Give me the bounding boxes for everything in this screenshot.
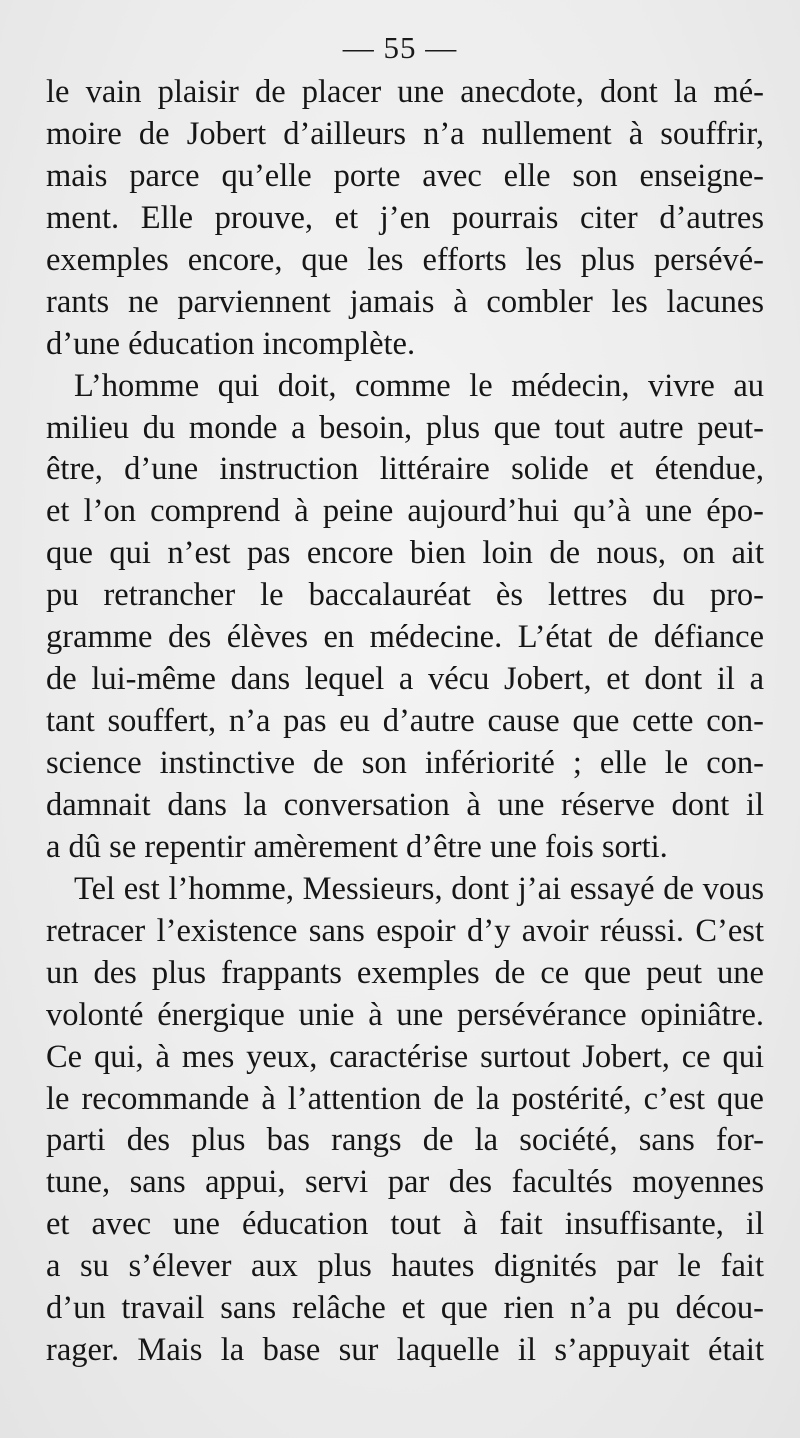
text-line: gramme des élèves en médecine. L’état de défiance	[46, 619, 764, 656]
text-line: d’un travail sans relâche et que rien n’a pu décou-	[46, 1290, 764, 1327]
text-line: exemples encore, que les efforts les plus persévé-	[46, 241, 764, 278]
paragraph-2	[46, 366, 764, 869]
page-number: — 55 —	[342, 30, 458, 65]
text-line: rager. Mais la base sur laquelle il s’appuyait était	[46, 1332, 764, 1369]
text-line: moire de Jobert d’ailleurs n’a nullement à souffrir,	[46, 115, 764, 152]
text-line: que qui n’est pas encore bien loin de nous, on ait	[46, 535, 764, 572]
text-line: damnait dans la conversation à une réserve dont il	[46, 786, 764, 823]
text-line: mais parce qu’elle porte avec elle son enseigne-	[46, 157, 764, 194]
text-line: le recommande à l’attention de la postérité, c’est que	[46, 1080, 764, 1117]
text-line: d’une éducation incomplète.	[46, 325, 416, 362]
paragraph-1	[46, 72, 764, 366]
body-text	[46, 72, 764, 1372]
text-line: retracer l’existence sans espoir d’y avoir réussi. C’est	[46, 912, 764, 949]
paragraph-3	[46, 869, 764, 1372]
text-line: ment. Elle prouve, et j’en pourrais citer d’autres	[46, 199, 764, 236]
text-line: et l’on comprend à peine aujourd’hui qu’à une épo-	[46, 493, 764, 530]
text-line: Ce qui, à mes yeux, caractérise surtout Jobert, ce qui	[46, 1038, 764, 1075]
text-line: tune, sans appui, servi par des facultés moyennes	[46, 1164, 764, 1201]
text-line: L’homme qui doit, comme le médecin, vivre au	[74, 367, 764, 404]
text-line: a dû se repentir amèrement d’être une fois sorti.	[46, 828, 668, 865]
text-line: être, d’une instruction littéraire solide et étendue,	[46, 451, 764, 488]
text-line: le vain plaisir de placer une anecdote, dont la mé-	[46, 74, 764, 110]
text-line: parti des plus bas rangs de la société, sans for-	[46, 1122, 764, 1159]
text-line: tant souffert, n’a pas eu d’autre cause que cette con-	[46, 703, 764, 740]
text-line: de lui-même dans lequel a vécu Jobert, et dont il a	[46, 661, 764, 698]
text-line: rants ne parviennent jamais à combler les lacunes	[46, 283, 764, 320]
text-line: science instinctive de son infériorité ; elle le con-	[46, 745, 764, 781]
text-line: Tel est l’homme, Messieurs, dont j’ai essayé de vous	[74, 870, 764, 907]
text-line: et avec une éducation tout à fait insuffisante, il	[46, 1206, 764, 1243]
text-line: pu retrancher le baccalauréat ès lettres du pro-	[46, 577, 764, 614]
text-line: un des plus frappants exemples de ce que peut une	[46, 954, 764, 991]
text-line: milieu du monde a besoin, plus que tout autre peut-	[46, 409, 764, 446]
text-line: a su s’élever aux plus hautes dignités par le fait	[46, 1248, 764, 1285]
text-line: volonté énergique unie à une persévérance opiniâtre.	[46, 996, 764, 1033]
